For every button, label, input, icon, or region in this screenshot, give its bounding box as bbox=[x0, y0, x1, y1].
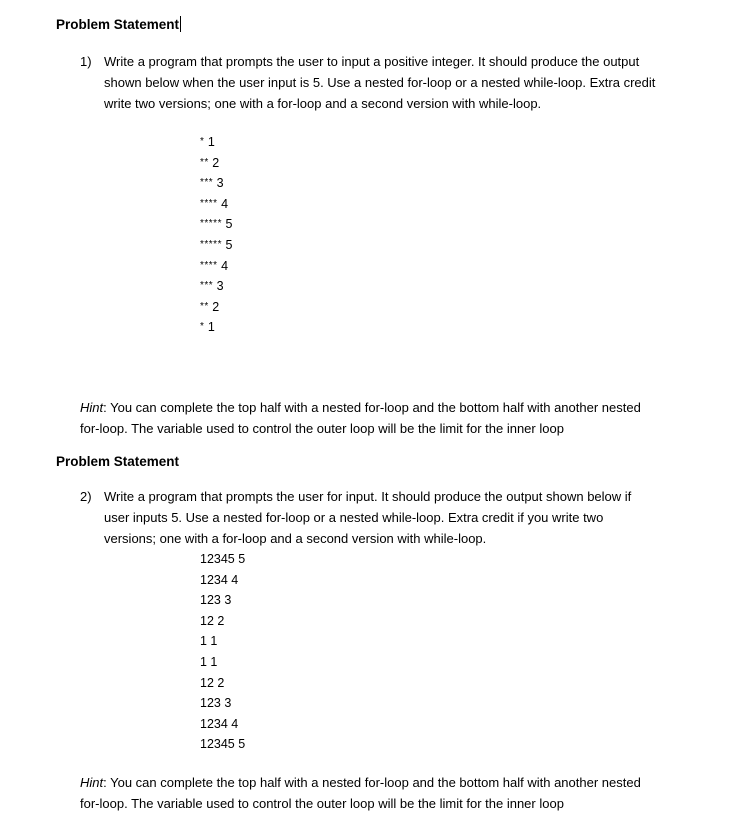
output-line bbox=[200, 214, 232, 235]
line-number: 1 bbox=[207, 320, 215, 335]
output-line bbox=[200, 256, 232, 277]
output-line: 12345 5 bbox=[200, 737, 246, 752]
output-line: 1234 4 bbox=[200, 716, 239, 731]
hint-text: : You can complete the top half with a nested for-loop and the bottom half with another nested bbox=[103, 400, 641, 415]
output-line bbox=[200, 153, 232, 174]
stars: *** bbox=[200, 280, 214, 292]
line-number: 4 bbox=[221, 258, 229, 273]
stars: ***** bbox=[200, 218, 222, 230]
output-line: 1234 4 bbox=[200, 572, 239, 587]
stars: **** bbox=[200, 197, 218, 209]
output-line: 12 2 bbox=[200, 613, 225, 628]
heading-text: Problem Statement bbox=[56, 17, 180, 32]
hint-line: for-loop. The variable used to control the outer loop will be the limit for the inner loop bbox=[80, 421, 564, 436]
stars: **** bbox=[200, 259, 218, 271]
output-line bbox=[200, 132, 232, 153]
stars: ** bbox=[200, 156, 209, 168]
number-output bbox=[200, 549, 245, 755]
line-number: 1 bbox=[207, 135, 215, 149]
line-number: 3 bbox=[216, 279, 224, 294]
output-line: 12 2 bbox=[200, 675, 225, 690]
star-output bbox=[200, 132, 232, 338]
text-line: Write a program that prompts the user for input. It should produce the output shown below if bbox=[104, 489, 632, 504]
stars: * bbox=[200, 136, 205, 147]
stars: ***** bbox=[200, 238, 222, 250]
stars: *** bbox=[200, 177, 214, 189]
line-number: 2 bbox=[212, 155, 220, 170]
hint-text: : You can complete the top half with a nested for-loop and the bottom half with another nested bbox=[103, 775, 641, 790]
output-line bbox=[200, 173, 232, 194]
item-number: 2) bbox=[80, 489, 92, 504]
text-line: user inputs 5. Use a nested for-loop or a nested while-loop. Extra credit if you write two bbox=[104, 510, 604, 525]
problem-1-text bbox=[104, 51, 655, 114]
output-line bbox=[200, 297, 232, 318]
section-1-heading bbox=[56, 16, 181, 32]
output-line bbox=[200, 276, 232, 297]
item-number: 1) bbox=[80, 54, 92, 69]
output-line bbox=[200, 194, 232, 215]
hint-line bbox=[80, 772, 641, 793]
line-number: 5 bbox=[225, 237, 233, 252]
hint-line bbox=[80, 397, 641, 418]
text-line: Write a program that prompts the user to input a positive integer. It should produce the output bbox=[104, 54, 640, 69]
section-2-heading: Problem Statement bbox=[56, 454, 180, 469]
line-number: 2 bbox=[212, 299, 220, 314]
text-cursor bbox=[180, 16, 181, 32]
output-line: 123 3 bbox=[200, 696, 232, 711]
line-number: 3 bbox=[216, 176, 224, 191]
output-line: 123 3 bbox=[200, 593, 232, 608]
output-line bbox=[200, 235, 232, 256]
hint-label: Hint bbox=[80, 400, 104, 415]
text-line: write two versions; one with a for-loop and a second version with while-loop. bbox=[104, 96, 542, 111]
hint-1 bbox=[80, 397, 641, 439]
output-line: 1 1 bbox=[200, 634, 218, 649]
hint-line: for-loop. The variable used to control the outer loop will be the limit for the inner loop bbox=[80, 796, 564, 811]
stars: * bbox=[200, 321, 205, 333]
hint-2 bbox=[80, 772, 641, 814]
text-line: shown below when the user input is 5. Use a nested for-loop or a nested while-loop. Extra credit bbox=[104, 75, 656, 90]
text-line: versions; one with a for-loop and a second version with while-loop. bbox=[104, 531, 487, 546]
output-line: 1 1 bbox=[200, 654, 218, 669]
stars: ** bbox=[200, 300, 209, 312]
line-number: 5 bbox=[225, 217, 233, 232]
output-line: 12345 5 bbox=[200, 552, 246, 566]
hint-label: Hint bbox=[80, 775, 104, 790]
output-line bbox=[200, 317, 232, 338]
problem-2-text bbox=[104, 486, 631, 549]
line-number: 4 bbox=[221, 196, 229, 211]
